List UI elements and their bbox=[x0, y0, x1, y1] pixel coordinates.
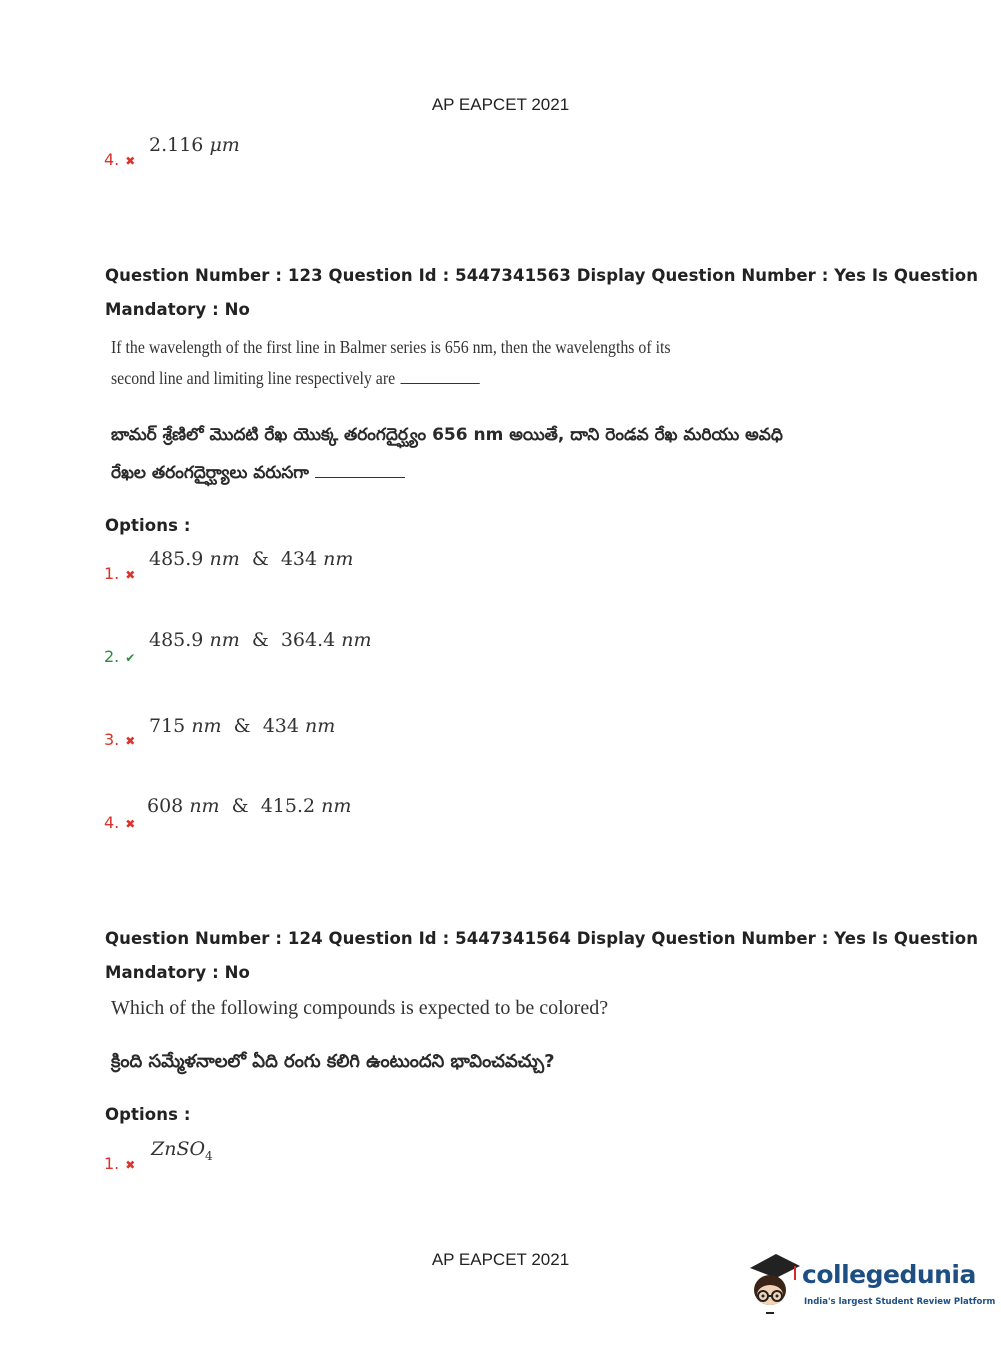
q124-stem-te: క్రింది సమ్మేళనాలలో ఏది రంగు కలిగి ఉంటుందని భావించవచ్చు? bbox=[111, 1051, 555, 1072]
q123-stem-te-1: బామర్ శ్రేణిలో మొదటి రేఖ యొక్క తరంగదైర్ఘ్యం 656 nm అయితే, దాని రెండవ రేఖ మరియు అవధి bbox=[111, 425, 783, 445]
q124-options-label: Options : bbox=[105, 1105, 191, 1124]
q123-option-3-value: 715 nm & 434 nm bbox=[149, 715, 336, 737]
q124-meta-line1: Question Number : 124 Question Id : 5447341564 Display Question Number : Yes Is Question bbox=[105, 929, 979, 948]
q124-meta-line2: Mandatory : No bbox=[105, 963, 250, 982]
q124-stem-en: Which of the following compounds is expected to be colored? bbox=[111, 997, 609, 1019]
answer-blank bbox=[400, 382, 479, 384]
q123-meta-line1: Question Number : 123 Question Id : 5447341563 Display Question Number : Yes Is Question bbox=[105, 266, 979, 285]
q123-option-2-number: 2. ✔ bbox=[104, 647, 136, 666]
q123-options-label: Options : bbox=[105, 516, 191, 535]
q123-option-4-number: 4. ✖ bbox=[104, 813, 136, 832]
cross-icon: ✖ bbox=[125, 568, 136, 582]
q123-option-4-value: 608 nm & 415.2 nm bbox=[147, 795, 352, 817]
q123-stem-en-2: second line and limiting line respectively are bbox=[111, 368, 480, 389]
cross-icon: ✖ bbox=[125, 817, 136, 831]
q124-option-1-number: 1. ✖ bbox=[104, 1154, 136, 1173]
q123-meta-line2: Mandatory : No bbox=[105, 300, 250, 319]
page-footer: AP EAPCET 2021 bbox=[431, 1250, 570, 1269]
q123-option-3-number: 3. ✖ bbox=[104, 730, 136, 749]
q123-option-1-number: 1. ✖ bbox=[104, 564, 136, 583]
cross-icon: ✖ bbox=[125, 734, 136, 748]
check-icon: ✔ bbox=[125, 651, 136, 665]
cap-icon bbox=[750, 1254, 800, 1278]
cross-icon: ✖ bbox=[125, 1158, 136, 1172]
q124-option-1-value: ZnSO$_4$ bbox=[151, 1138, 213, 1163]
prev-option-value: 2.116 μm bbox=[149, 134, 240, 156]
cross-icon: ✖ bbox=[125, 154, 136, 168]
q123-option-1-value: 485.9 nm & 434 nm bbox=[149, 548, 354, 570]
logo-name: collegedunia bbox=[802, 1260, 976, 1289]
q123-stem-te-2: రేఖల తరంగదైర్ఘ్యాలు వరుసగా bbox=[111, 463, 405, 487]
prev-option-number: 4. ✖ bbox=[104, 150, 136, 169]
answer-blank bbox=[315, 476, 405, 478]
q123-stem-en-1: If the wavelength of the first line in Balmer series is 656 nm, then the wavelengths of its bbox=[111, 337, 671, 357]
logo-tagline: India's largest Student Review Platform bbox=[804, 1297, 996, 1307]
q123-option-2-value: 485.9 nm & 364.4 nm bbox=[149, 629, 372, 651]
page-header: AP EAPCET 2021 bbox=[431, 95, 570, 114]
